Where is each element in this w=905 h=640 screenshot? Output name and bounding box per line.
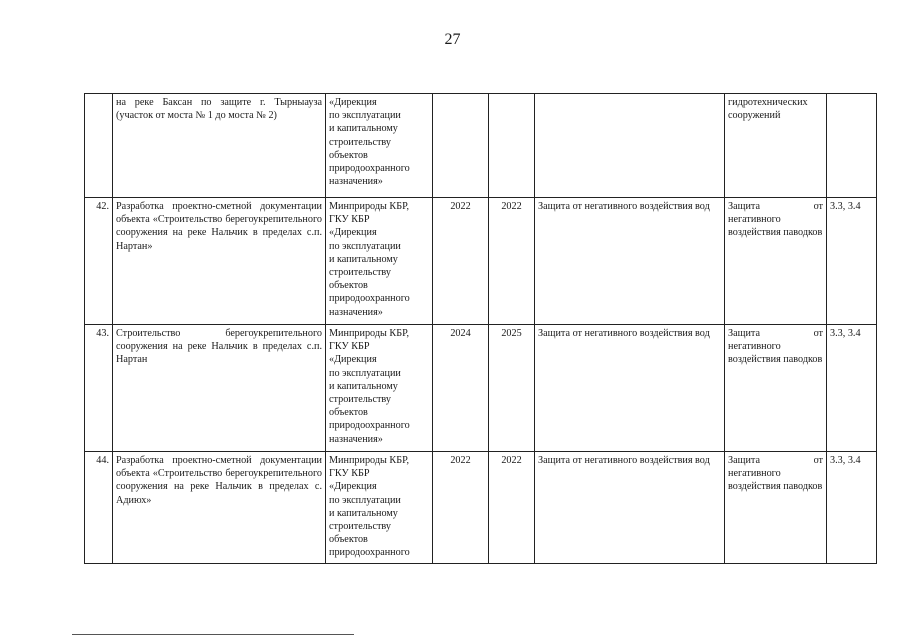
goal xyxy=(535,94,725,198)
goal: Защита от негативного воздействия вод xyxy=(535,325,725,452)
table-row xyxy=(85,452,877,564)
end-year xyxy=(489,94,535,198)
goal: Защита от негативного воздействия вод xyxy=(535,198,725,325)
end-year: 2022 xyxy=(489,198,535,325)
indicator xyxy=(827,94,877,198)
start-year: 2022 xyxy=(433,452,489,564)
expected-result: гидротехнических сооружений xyxy=(725,94,827,198)
row-number: 42. xyxy=(85,198,113,325)
start-year: 2022 xyxy=(433,198,489,325)
executor: Минприроды КБР, ГКУ КБР «Дирекция по эксплуатации и капитальному строительству объектов природоохранного xyxy=(326,452,433,564)
table-row xyxy=(85,94,877,198)
row-number: 43. xyxy=(85,325,113,452)
measure-name: на реке Баксан по защите г. Тырныауза (участок от моста № 1 до моста № 2) xyxy=(113,94,326,198)
executor: Минприроды КБР, ГКУ КБР «Дирекция по эксплуатации и капитальному строительству объектов природоохранного назначения» xyxy=(326,325,433,452)
end-year: 2025 xyxy=(489,325,535,452)
measure-name: Строительство берегоукрепительного сооружения на реке Нальчик в пределах с.п. Нартан xyxy=(113,325,326,452)
row-number xyxy=(85,94,113,198)
executor: «Дирекция по эксплуатации и капитальному строительству объектов природоохранного назначения» xyxy=(326,94,433,198)
page-number: 27 xyxy=(444,31,461,48)
expected-result: Защита от негативного воздействия паводков xyxy=(725,452,827,564)
goal: Защита от негативного воздействия вод xyxy=(535,452,725,564)
end-year: 2022 xyxy=(489,452,535,564)
measure-name: Разработка проектно-сметной документации объекта «Строительство берегоукрепительного сооружения на реке Нальчик в пределах с. Адиюх» xyxy=(113,452,326,564)
indicator: 3.3, 3.4 xyxy=(827,198,877,325)
indicator: 3.3, 3.4 xyxy=(827,325,877,452)
footer-divider xyxy=(72,634,354,635)
executor: Минприроды КБР, ГКУ КБР «Дирекция по эксплуатации и капитальному строительству объектов природоохранного назначения» xyxy=(326,198,433,325)
table-row xyxy=(85,198,877,325)
expected-result: Защита от негативного воздействия паводков xyxy=(725,198,827,325)
expected-result: Защита от негативного воздействия паводков xyxy=(725,325,827,452)
start-year: 2024 xyxy=(433,325,489,452)
row-number: 44. xyxy=(85,452,113,564)
table-row xyxy=(85,325,877,452)
indicator: 3.3, 3.4 xyxy=(827,452,877,564)
measures-table xyxy=(84,93,877,564)
measure-name: Разработка проектно-сметной документации объекта «Строительство берегоукрепительного сооружения на реке Нальчик в пределах с.п. Нартан» xyxy=(113,198,326,325)
start-year xyxy=(433,94,489,198)
